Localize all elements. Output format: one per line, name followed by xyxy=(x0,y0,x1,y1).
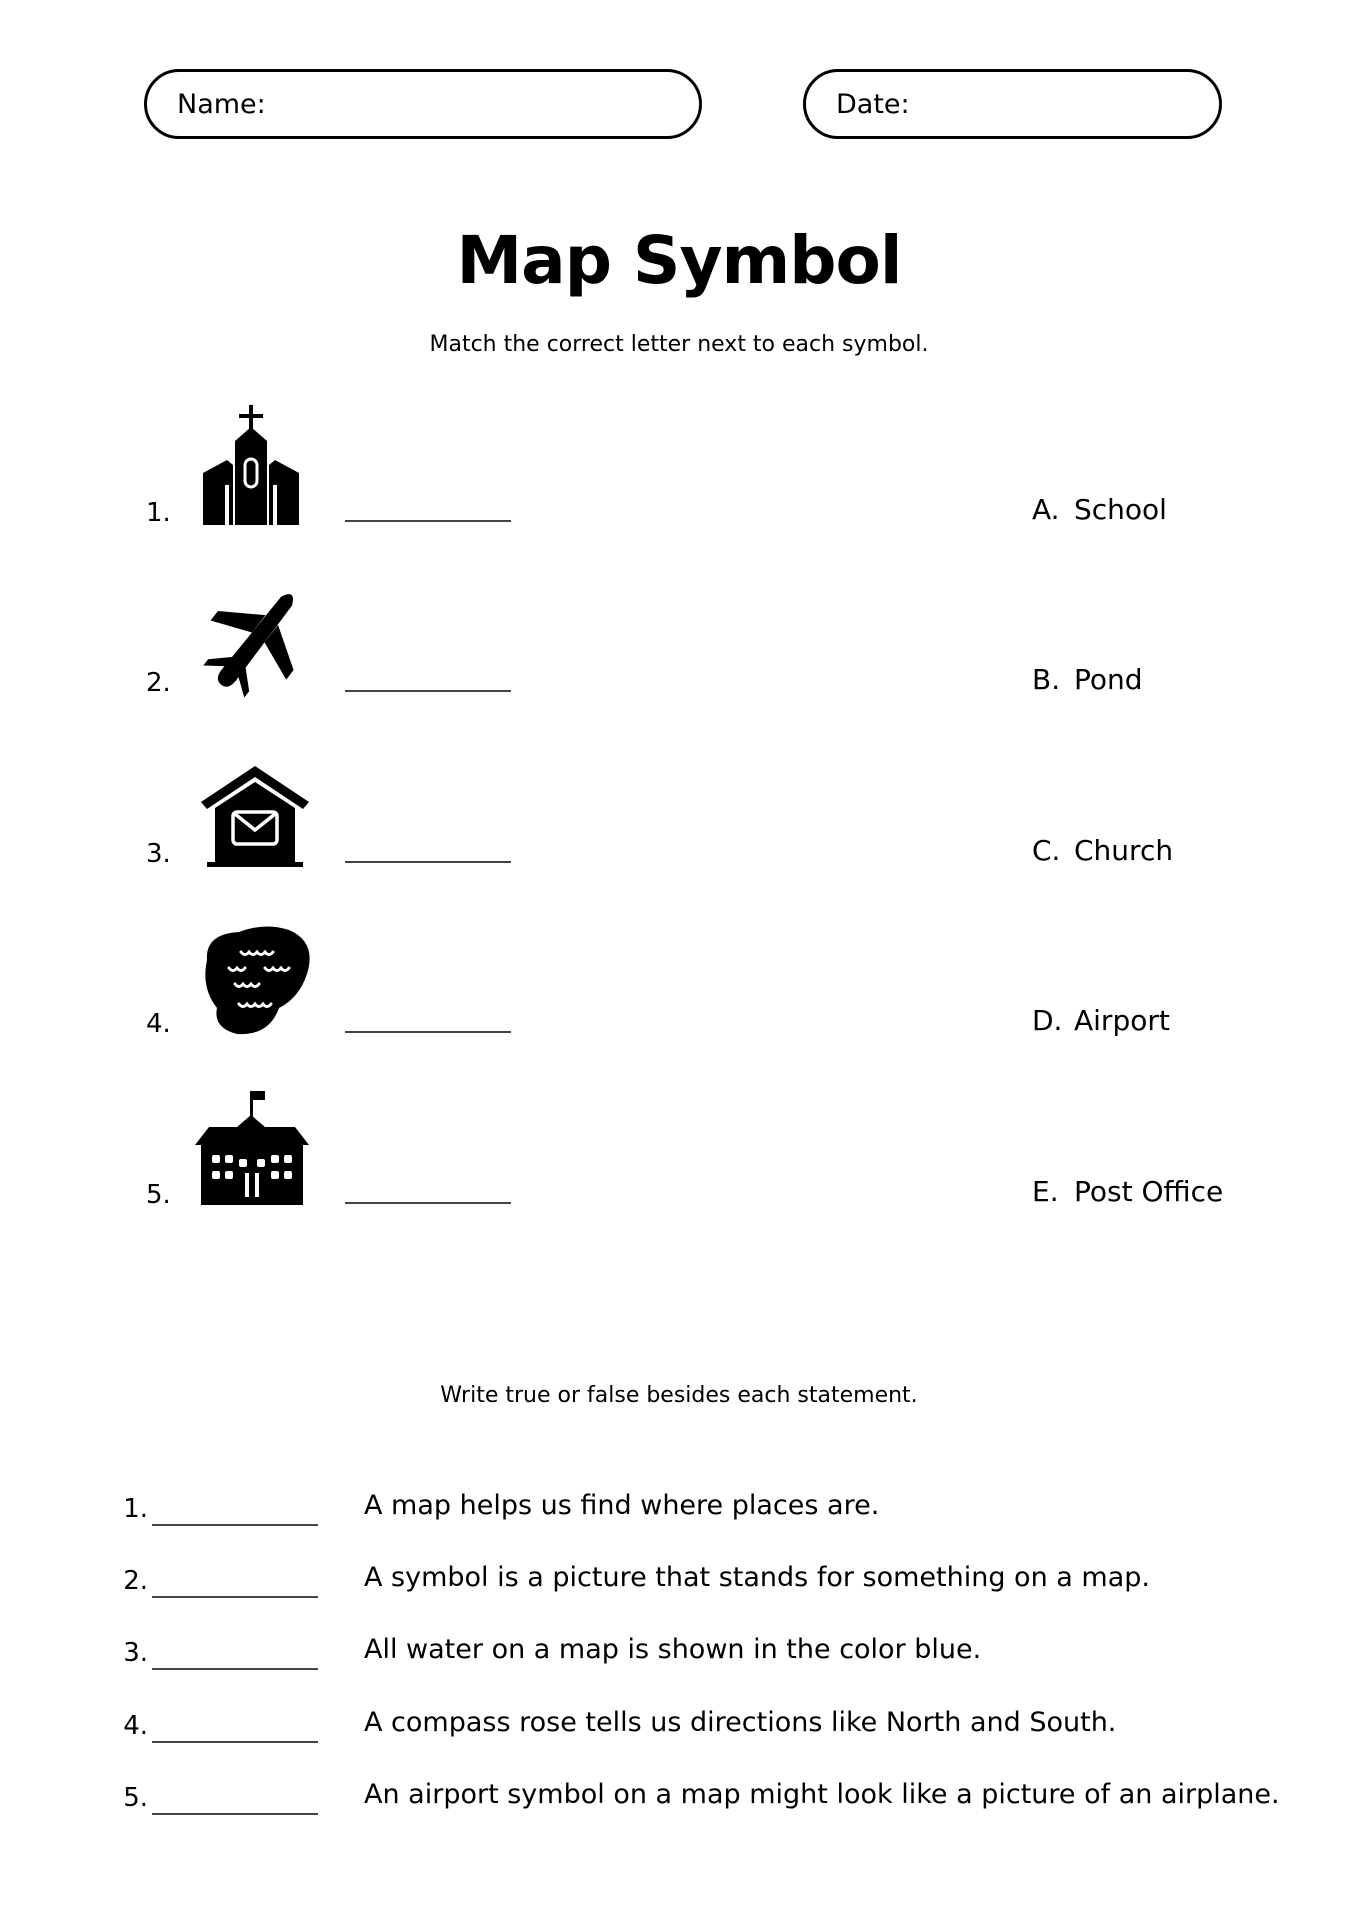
matching-row-4 xyxy=(0,911,1358,1041)
tf-answer-blank[interactable] xyxy=(152,1668,318,1670)
matching-number: 3. xyxy=(146,839,171,869)
pond-icon xyxy=(195,916,315,1041)
tf-row-2 xyxy=(0,1562,1358,1602)
tf-statement: All water on a map is shown in the color blue. xyxy=(364,1634,982,1665)
tf-number: 5. xyxy=(123,1783,148,1813)
answer-letter: D. xyxy=(1032,1004,1063,1037)
answer-letter: A. xyxy=(1032,493,1060,526)
answer-blank[interactable] xyxy=(345,520,511,522)
answer-blank[interactable] xyxy=(345,861,511,863)
answer-letter: B. xyxy=(1032,663,1061,696)
matching-number: 4. xyxy=(146,1009,171,1039)
school-icon xyxy=(195,1087,315,1212)
name-field[interactable] xyxy=(144,69,702,139)
matching-number: 1. xyxy=(146,498,171,528)
page-title: Map Symbol xyxy=(456,222,902,299)
answer-blank[interactable] xyxy=(345,690,511,692)
tf-row-4 xyxy=(0,1707,1358,1747)
true-false-instruction: Write true or false besides each statement. xyxy=(440,1383,918,1408)
matching-row-3 xyxy=(0,741,1358,871)
matching-row-1 xyxy=(0,400,1358,530)
answer-text: Church xyxy=(1074,834,1174,867)
tf-number: 1. xyxy=(123,1494,148,1524)
tf-row-3 xyxy=(0,1634,1358,1674)
tf-row-5 xyxy=(0,1779,1358,1819)
tf-answer-blank[interactable] xyxy=(152,1813,318,1815)
matching-number: 2. xyxy=(146,668,171,698)
answer-option-e xyxy=(1032,1175,1223,1208)
tf-row-1 xyxy=(0,1490,1358,1530)
answer-option-d xyxy=(1032,1004,1170,1037)
answer-letter: E. xyxy=(1032,1175,1059,1208)
airplane-icon xyxy=(195,575,315,700)
tf-number: 4. xyxy=(123,1711,148,1741)
tf-statement: A map helps us find where places are. xyxy=(364,1490,880,1521)
matching-row-5 xyxy=(0,1082,1358,1212)
answer-text: Post Office xyxy=(1074,1175,1224,1208)
answer-option-c xyxy=(1032,834,1173,867)
tf-answer-blank[interactable] xyxy=(152,1596,318,1598)
tf-statement: A compass rose tells us directions like North and South. xyxy=(364,1707,1117,1738)
answer-option-a xyxy=(1032,493,1167,526)
answer-text: School xyxy=(1074,493,1167,526)
matching-instruction: Match the correct letter next to each symbol. xyxy=(429,332,929,357)
tf-answer-blank[interactable] xyxy=(152,1524,318,1526)
name-label: Name: xyxy=(177,88,266,120)
tf-number: 2. xyxy=(123,1566,148,1596)
answer-option-b xyxy=(1032,663,1143,696)
answer-blank[interactable] xyxy=(345,1031,511,1033)
tf-answer-blank[interactable] xyxy=(152,1741,318,1743)
date-label: Date: xyxy=(836,88,910,120)
date-field[interactable] xyxy=(803,69,1222,139)
answer-blank[interactable] xyxy=(345,1202,511,1204)
answer-text: Pond xyxy=(1074,663,1143,696)
matching-row-2 xyxy=(0,570,1358,700)
tf-statement: An airport symbol on a map might look like a picture of an airplane. xyxy=(364,1779,1280,1810)
church-icon xyxy=(195,405,315,530)
post-office-icon xyxy=(195,746,315,871)
answer-letter: C. xyxy=(1032,834,1061,867)
tf-number: 3. xyxy=(123,1638,148,1668)
tf-statement: A symbol is a picture that stands for something on a map. xyxy=(364,1562,1150,1593)
matching-number: 5. xyxy=(146,1180,171,1210)
answer-text: Airport xyxy=(1074,1004,1170,1037)
